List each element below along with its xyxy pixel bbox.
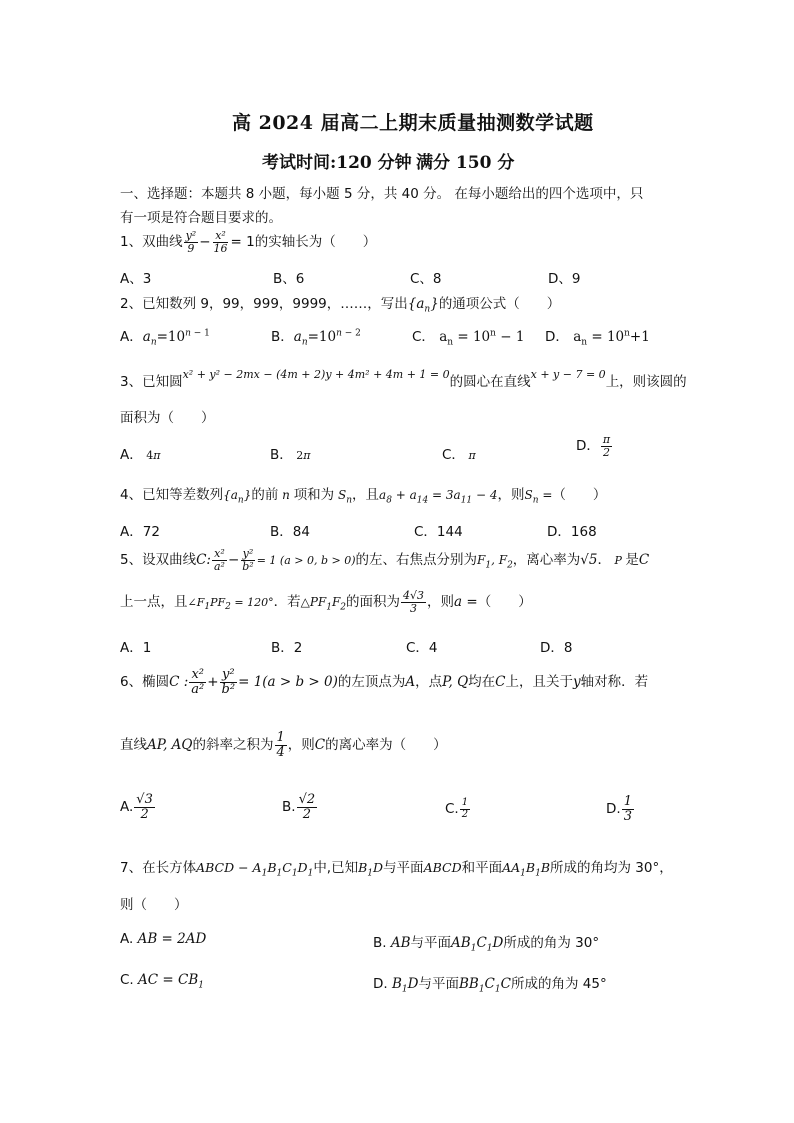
q3-option-b[interactable]: B． 2π <box>270 447 311 463</box>
question-3-line2: 面积为（ ） <box>120 410 215 426</box>
q6-option-c[interactable]: C. $\frac{1}{2}$ <box>445 797 469 820</box>
question-5-line2: 上一点，且$\angle F_1PF_2 = 120^\circ$．若$\triangle PF_1F_2$的面积为 $\frac{4√3}{3}$ ，则a =（ ） <box>120 589 532 615</box>
q3-option-c[interactable]: C． π <box>442 447 476 463</box>
q4-option-c[interactable]: C．144 <box>414 524 463 540</box>
question-7-line2: 则（ ） <box>120 897 188 913</box>
q6-option-a[interactable]: A. $\frac{√3}{2}$ <box>120 792 153 822</box>
q1-suffix: 的实轴长为（ ） <box>254 234 377 251</box>
question-4: 4、已知等差数列$\{a_n\}$的前 n 项和为 $S_n$，且$a_8 + a_{14} = 3a_{11} - 4$，则$S_n$ =（ ） <box>120 487 607 506</box>
q5-option-b[interactable]: B．2 <box>271 640 303 656</box>
section-heading-line1: 一、选择题：本题共 8 小题，每小题 5 分，共 40 分。 在每小题给出的四个选项中，只 <box>120 186 644 202</box>
q5-option-c[interactable]: C．4 <box>406 640 438 656</box>
exam-title: 高 2024 届高二上期末质量抽测数学试题 <box>232 112 594 134</box>
q7-option-b[interactable]: B. AB与平面$AB_1C_1D$所成的角为 30° <box>373 935 600 954</box>
question-2: 2、已知数列 9，99，999，9999，……，写出$\{a_n\}$的通项公式（ ） <box>120 296 561 315</box>
q2-option-b[interactable]: B．$a_n=10^{n - 2}$ <box>271 328 361 348</box>
question-3: 3、已知圆$^{x^2 + y^2 - 2mx - (4m + 2)y + 4m^2 + 4m + 1 = 0}$的圆心在直线$^{x + y - 7 = 0}$上，则该圆的 <box>120 368 687 390</box>
q5-option-d[interactable]: D．8 <box>540 640 573 656</box>
question-5: 5、设双曲线C: $\frac{\text{x²}}{\text{a²}}$ − $\frac{\text{y²}}{\text{b²}}$ = 1 (a > 0, b > 0)的左、右焦点分别为$F_1$, $F_2$，离心率为√5． P 是C <box>120 547 650 573</box>
q1-option-b[interactable]: B、6 <box>273 271 305 287</box>
exam-time: 考试时间:120 分钟 <box>262 153 412 173</box>
q1-option-a[interactable]: A、3 <box>120 271 152 287</box>
q1-option-c[interactable]: C、8 <box>410 271 442 287</box>
question-1: 1、双曲线 $\frac{\text{y²}}{9}$ − $\frac{\text{x²}}{16}$ = 1的实轴长为（ ） <box>120 229 377 255</box>
q7-option-a[interactable]: A. AB = 2AD <box>120 931 207 947</box>
q3-option-d[interactable]: D． $\frac{\pi}{2}$ <box>576 433 611 459</box>
q6-option-b[interactable]: B. $\frac{√2}{2}$ <box>282 792 316 822</box>
q4-option-b[interactable]: B．84 <box>270 524 310 540</box>
q4-option-a[interactable]: A．72 <box>120 524 160 540</box>
q7-option-d[interactable]: D. $B_1D$与平面$BB_1C_1C$所成的角为 45° <box>373 976 607 995</box>
q5-option-a[interactable]: A．1 <box>120 640 152 656</box>
q2-option-c[interactable]: C． $a_n = 10^n - 1$ <box>412 328 525 348</box>
q2-option-a[interactable]: A．$a_n=10^{n - 1}$ <box>120 328 210 348</box>
question-7: 7、在长方体ABCD − $A_1B_1C_1D_1$中,已知$B_1D$与平面ABCD和平面$AA_1B_1B$所成的角均为 30°， <box>120 860 673 879</box>
question-6: 6、椭圆C : $\frac{\text{x²}}{\text{a²}}$ + $\frac{\text{y²}}{\text{b²}}$ = 1(a > b > 0)的左顶点为A，点P, Q均在C上，且关于y轴对称．若 <box>120 667 649 697</box>
exam-score: 满分 150 分 <box>416 153 515 173</box>
q7-option-c[interactable]: C. AC = $CB_1$ <box>120 972 204 991</box>
question-6-line2: 直线AP, AQ的斜率之积为 $\frac{1}{4}$ ，则C的离心率为（ ） <box>120 730 447 760</box>
section-heading-line2: 有一项是符合题目要求的。 <box>120 210 282 226</box>
q2-option-d[interactable]: D． $a_n = 10^n+1$ <box>545 328 650 348</box>
q4-option-d[interactable]: D．168 <box>547 524 597 540</box>
q3-option-a[interactable]: A． 4π <box>120 447 161 463</box>
q6-option-d[interactable]: D. $\frac{1}{3}$ <box>606 794 632 824</box>
q1-option-d[interactable]: D、9 <box>548 271 581 287</box>
q1-prefix: 1、双曲线 <box>120 234 183 251</box>
